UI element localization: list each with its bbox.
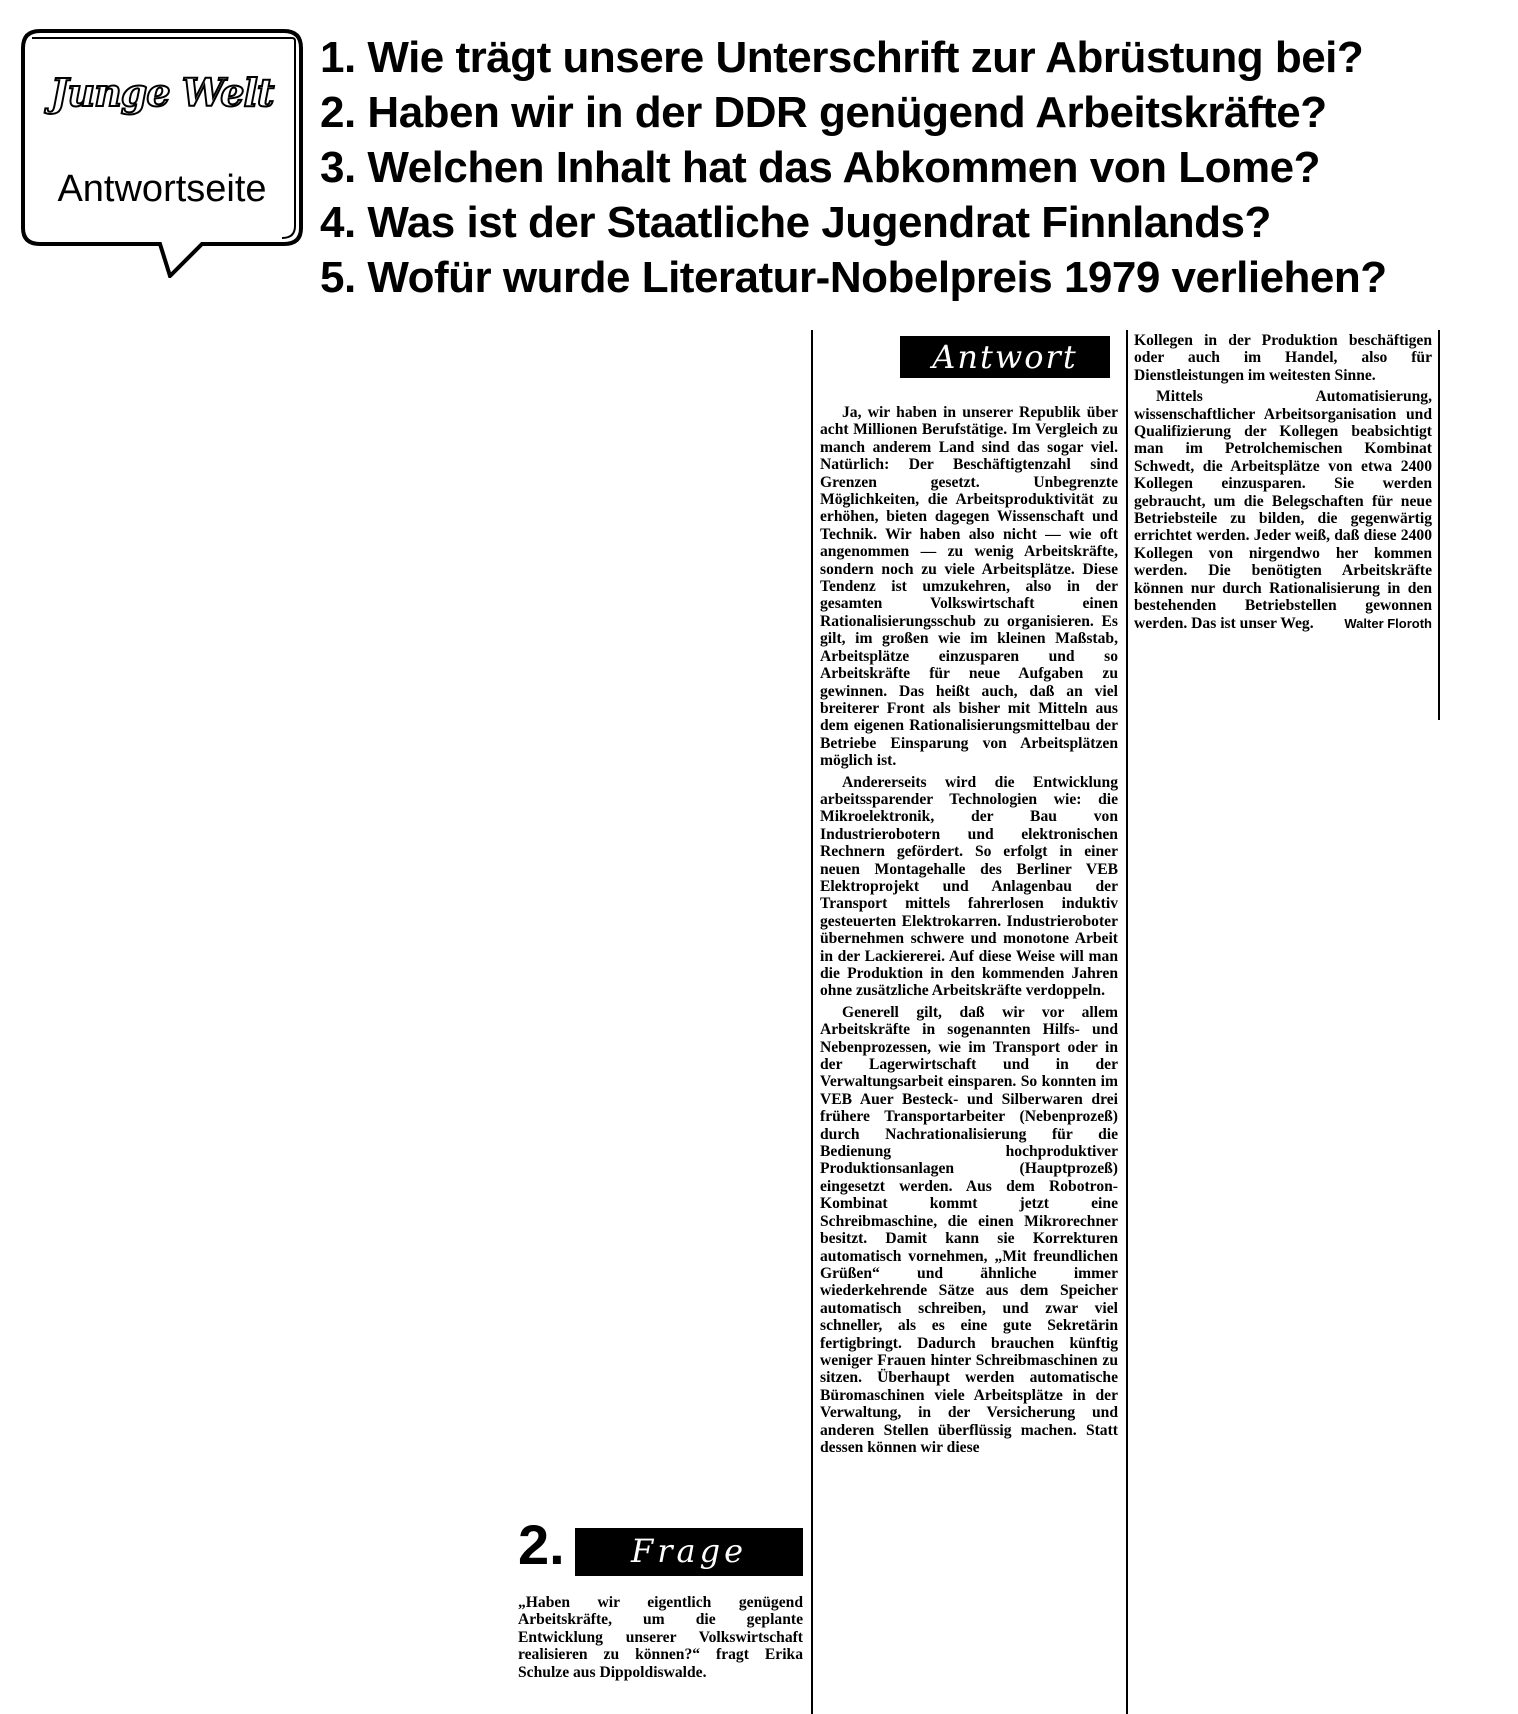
paragraph: Kollegen in der Produktion beschäftigen oder auch im Handel, also für Dienstleistungen im weitesten Sinne. bbox=[1134, 332, 1432, 384]
question-list bbox=[320, 30, 1510, 305]
question-heading bbox=[575, 1528, 803, 1576]
paragraph bbox=[1134, 388, 1432, 632]
logo-brand: Junge Welt bbox=[50, 70, 274, 115]
column-rule bbox=[1126, 330, 1128, 1714]
answer-heading-text: Antwort bbox=[932, 338, 1078, 376]
question-item: 1. Wie trägt unsere Unterschrift zur Abrüstung bei? bbox=[320, 33, 1364, 82]
column-rule bbox=[1438, 330, 1440, 720]
column-rule bbox=[811, 330, 813, 1714]
question-item: 5. Wofür wurde Literatur-Nobelpreis 1979 verliehen? bbox=[320, 253, 1387, 302]
author-signature: Walter Floroth bbox=[1344, 615, 1432, 631]
answer-column-1 bbox=[820, 404, 1118, 1460]
answer-column-2 bbox=[1134, 332, 1432, 636]
question-item: 4. Was ist der Staatliche Jugendrat Finnlands? bbox=[320, 198, 1271, 247]
logo-label: Antwortseite bbox=[57, 168, 267, 210]
answer-heading bbox=[900, 336, 1110, 378]
question-number: 2. bbox=[518, 1513, 565, 1576]
question-item: 2. Haben wir in der DDR genügend Arbeitskräfte? bbox=[320, 88, 1327, 137]
question-heading-text: Frage bbox=[631, 1532, 747, 1570]
question-item: 3. Welchen Inhalt hat das Abkommen von Lome? bbox=[320, 143, 1320, 192]
paragraph: Ja, wir haben in unserer Republik über acht Millionen Berufstätige. Im Vergleich zu manch anderem Land sind das sogar viel. Natürlich: Der Beschäftigtenzahl sind Grenzen gesetzt. Unbegrenzte Möglichkeiten, die Arbeitsproduktivität zu erhöhen, bieten dagegen Wissenschaft und Technik. Wir haben also nicht — wie oft angenommen — zu wenig Arbeitskräfte, sondern noch zu viele Arbeitsplätze. Diese Tendenz ist umzukehren, also in der gesamten Volkswirtschaft einen Rationalisierungsschub zu organisieren. Es gilt, im großen wie im kleinen Maßstab, Arbeitsplätze einzusparen und so Arbeitskräfte für neue Aufgaben zu gewinnen. Das heißt auch, daß an viel breiterer Front als bisher mit Mitteln aus dem eigenen Rationalisierungsmittelbau der Betriebe Einsparung von Arbeitsplätzen möglich ist. bbox=[820, 404, 1118, 770]
paragraph: Generell gilt, daß wir vor allem Arbeitskräfte in sogenannten Hilfs- und Nebenprozessen, wie im Transport oder in der Lagerwirtschaft und in der Verwaltungsarbeit einsparen. So konnten im VEB Auer Besteck- und Silberwaren drei frühere Transportarbeiter (Nebenprozeß) durch Nachrationalisierung für die Bedienung hochproduktiver Produktionsanlagen (Hauptprozeß) eingesetzt werden. Aus dem Robotron-Kombinat kommt jetzt eine Schreibmaschine, die einen Mikrorechner besitzt. Damit kann sie Korrekturen automatisch vornehmen, „Mit freundlichen Grüßen“ und ähnliche immer wiederkehrende Sätze aus dem Speicher automatisch schreiben, und zwar viel schneller, als es eine gute Sekretärin fertigbringt. Dadurch brauchen künftig weniger Frauen hinter Schreibmaschinen zu sitzen. Überhaupt werden automatische Büromaschinen viele Arbeitsplätze in der Verwaltung, in der Versicherung und anderen Stellen überflüssig machen. Statt dessen können wir diese bbox=[820, 1003, 1118, 1456]
paragraph-text: Mittels Automatisierung, wissenschaftlicher Arbeitsorganisation und Qualifizierung der Kollegen beabsichtigt man im Petrolchemischen Kombinat Schwedt, die Arbeitsplätze von etwa 2400 Kollegen einzusparen. Sie werden gebraucht, um die Belegschaften für neue Betriebsteile zu bilden, die gegenwärtig errichtet werden. Jeder weiß, daß diese 2400 Kollegen von nirgendwo her kommen werden. Die benötigten Arbeitskräfte können nur durch Rationalisierung in den bestehenden Betriebstellen gewonnen werden. Das ist unser Weg. bbox=[1134, 388, 1432, 632]
logo-badge bbox=[20, 28, 304, 278]
paragraph: Andererseits wird die Entwicklung arbeitssparender Technologien wie: die Mikroelektronik, der Bau von Industrierobotern und elektronischen Rechnern gefördert. So erfolgt in einer neuen Montagehalle des Berliner VEB Elektroprojekt und Anlagenbau der Transport mittels fahrerlosen induktiv gesteuerten Elektrokarren. Industrieroboter übernehmen schwere und monotone Arbeit in der Lackiererei. Auf diese Weise will man die Produktion in den kommenden Jahren ohne zusätzliche Arbeitskräfte verdoppeln. bbox=[820, 773, 1118, 1000]
question-text: „Haben wir eigentlich genügend Arbeitskräfte, um die geplante Entwicklung unserer Volkswirtschaft realisieren zu können?“ fragt Erika Schulze aus Dippoldiswalde. bbox=[518, 1594, 803, 1681]
speech-bubble-frame bbox=[20, 28, 304, 278]
